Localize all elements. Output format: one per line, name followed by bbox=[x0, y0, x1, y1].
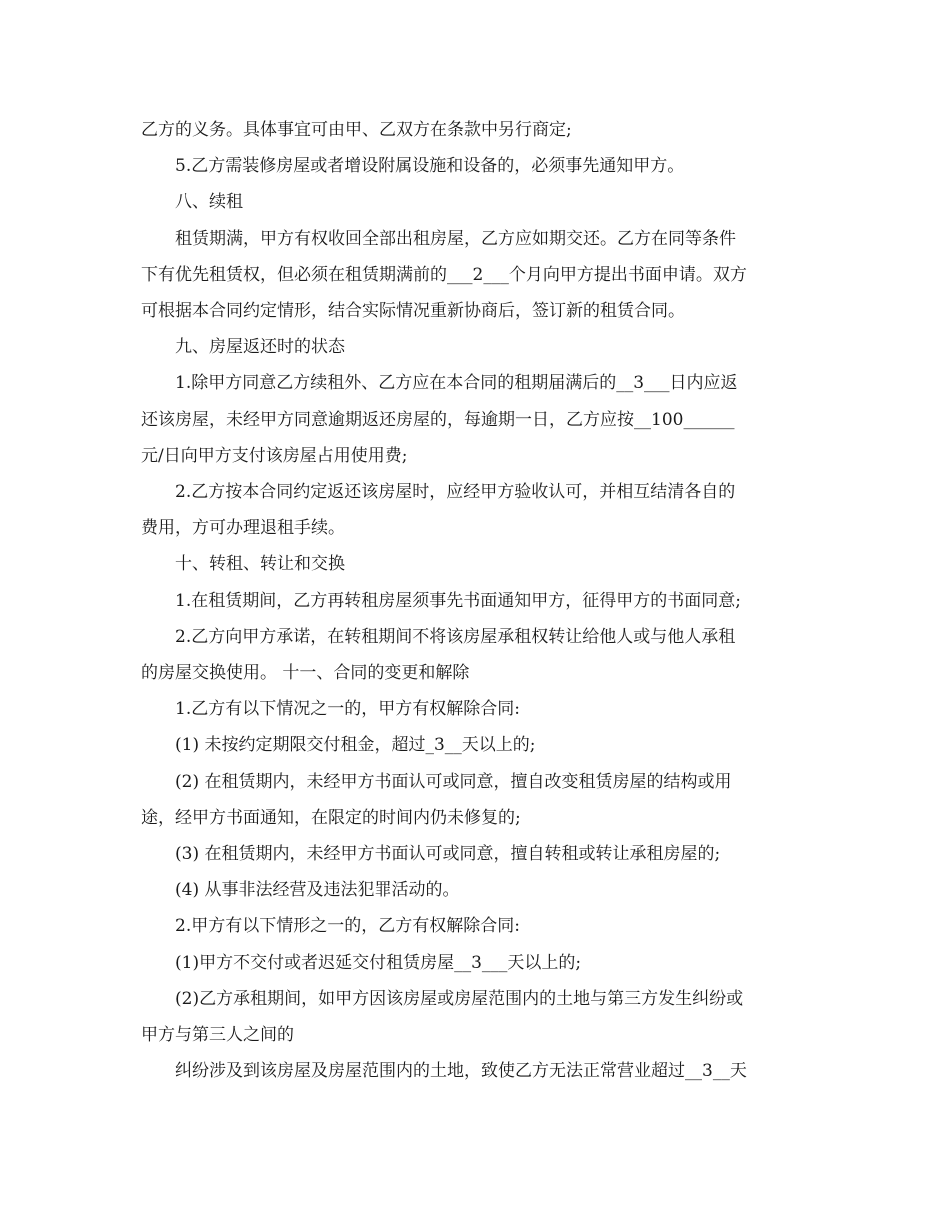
text-line: 元/日向甲方支付该房屋占用使用费; bbox=[141, 445, 408, 466]
text-line: 途，经甲方书面通知，在限定的时间内仍未修复的; bbox=[141, 807, 521, 828]
text-line: 九、房屋返还时的状态 bbox=[175, 337, 345, 358]
text-line: 1.乙方有以下情况之一的，甲方有权解除合同: bbox=[175, 699, 520, 720]
text-line: 还该房屋，未经甲方同意逾期返还房屋的，每逾期一日，乙方应按__100______ bbox=[141, 409, 735, 430]
text-line: 5.乙方需装修房屋或者增设附属设施和设备的，必须事先通知甲方。 bbox=[175, 156, 685, 177]
text-line: 可根据本合同约定情形，结合实际情况重新协商后，签订新的租赁合同。 bbox=[141, 301, 685, 322]
text-line: (1) 未按约定期限交付租金，超过_3__天以上的; bbox=[175, 735, 536, 756]
text-line: 1.除甲方同意乙方续租外、乙方应在本合同的租期届满后的__3___日内应返 bbox=[175, 373, 738, 394]
text-line: 的房屋交换使用。 十一、合同的变更和解除 bbox=[141, 663, 470, 684]
text-line: 八、续租 bbox=[175, 192, 243, 213]
text-line: 租赁期满，甲方有权收回全部出租房屋，乙方应如期交还。乙方在同等条件 bbox=[175, 228, 736, 249]
text-line: 纠纷涉及到该房屋及房屋范围内的土地，致使乙方无法正常营业超过__3__天 bbox=[175, 1061, 747, 1082]
document-body bbox=[141, 112, 821, 1089]
text-line: (1)甲方不交付或者迟延交付租赁房屋__3___天以上的; bbox=[175, 952, 582, 973]
text-line: 2.甲方有以下情形之一的，乙方有权解除合同: bbox=[175, 916, 520, 937]
text-line: (2)乙方承租期间，如甲方因该房屋或房屋范围内的土地与第三方发生纠纷或 bbox=[175, 988, 744, 1009]
text-line: 十、转租、转让和交换 bbox=[175, 554, 345, 575]
text-line: (2) 在租赁期内，未经甲方书面认可或同意，擅自改变租赁房屋的结构或用 bbox=[175, 771, 732, 792]
text-line: 1.在租赁期间，乙方再转租房屋须事先书面通知甲方，征得甲方的书面同意; bbox=[175, 590, 741, 611]
text-line: 2.乙方向甲方承诺，在转租期间不将该房屋承租权转让给他人或与他人承租 bbox=[175, 626, 736, 647]
text-line: (3) 在租赁期内，未经甲方书面认可或同意，擅自转租或转让承租房屋的; bbox=[175, 844, 721, 865]
text-line: 乙方的义务。具体事宜可由甲、乙双方在条款中另行商定; bbox=[141, 120, 572, 140]
text-line: 费用，方可办理退租手续。 bbox=[141, 518, 345, 539]
text-line: 甲方与第三人之间的 bbox=[141, 1025, 294, 1046]
text-line: 2.乙方按本合同约定返还该房屋时，应经甲方验收认可，并相互结清各自的 bbox=[175, 482, 736, 503]
text-line: 下有优先租赁权，但必须在租赁期满前的___2___个月向甲方提出书面申请。双方 bbox=[141, 264, 747, 285]
text-line: (4) 从事非法经营及违法犯罪活动的。 bbox=[175, 880, 460, 901]
